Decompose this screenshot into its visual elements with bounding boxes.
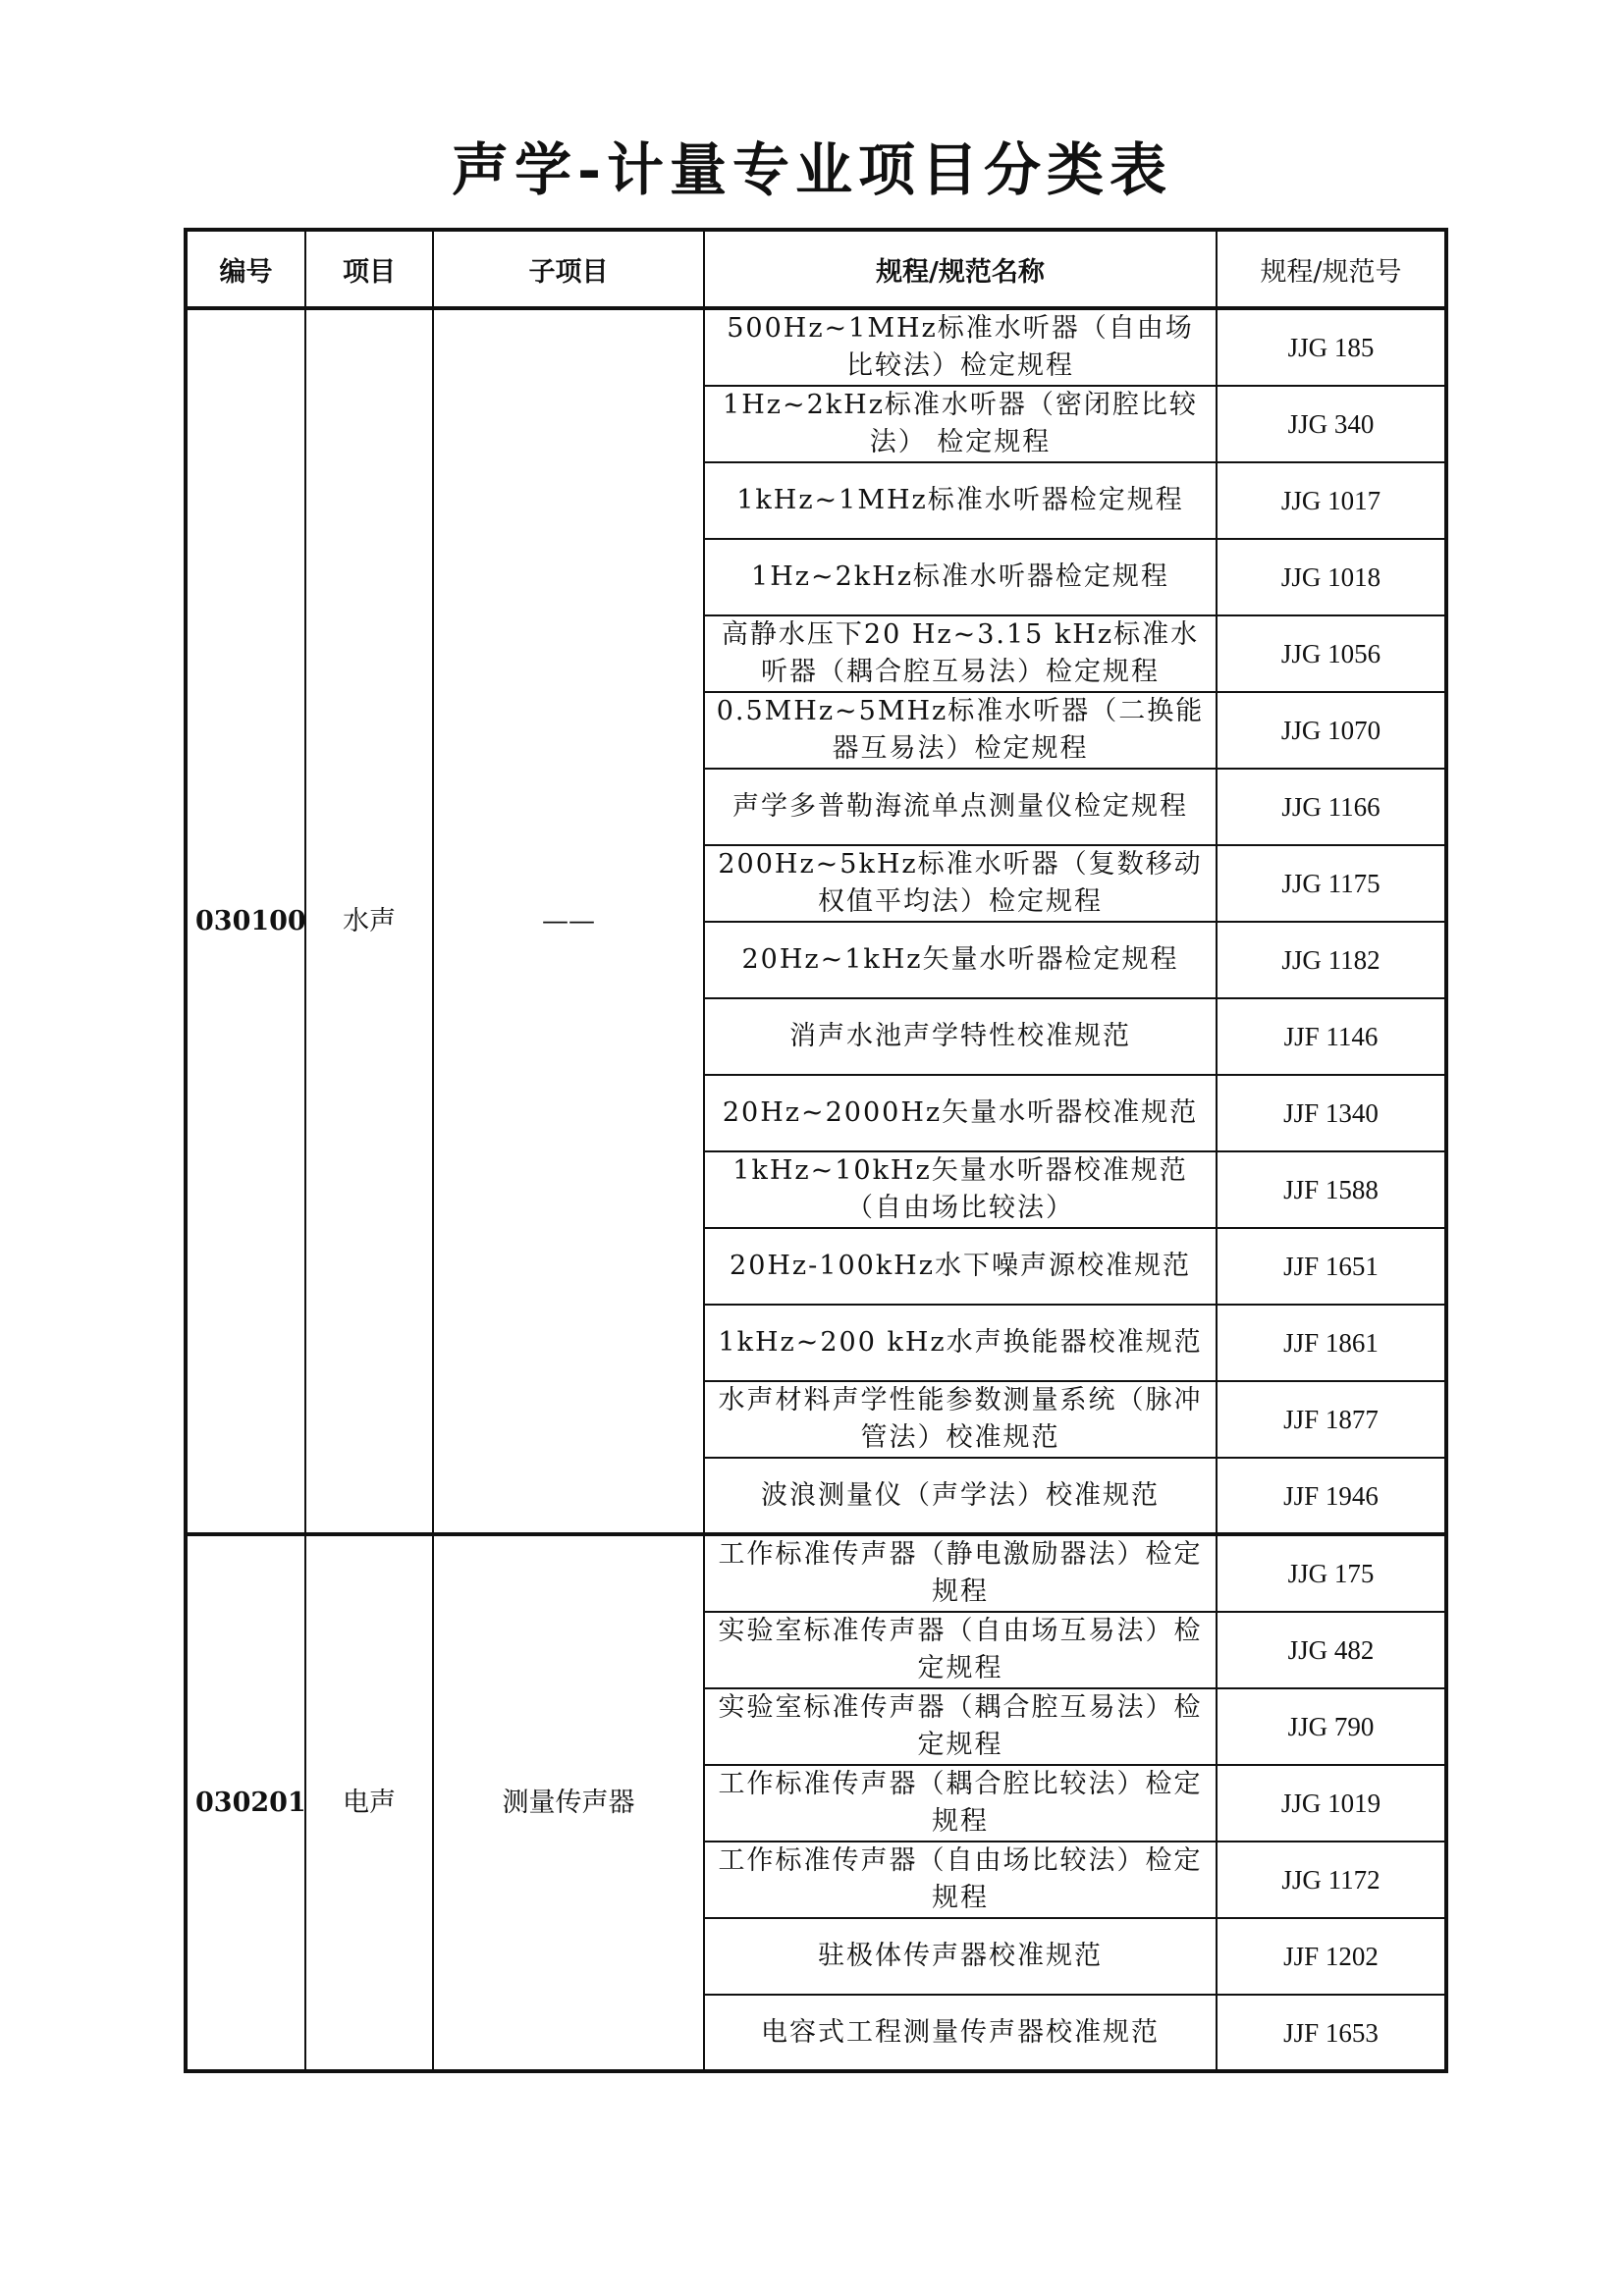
- column-header-item: 项目: [305, 230, 433, 308]
- spec-name-cell: 水声材料声学性能参数测量系统（脉冲管法）校准规范: [704, 1381, 1217, 1458]
- table-row: [186, 308, 1446, 386]
- spec-number-cell: JJF 1946: [1217, 1458, 1446, 1534]
- group-item-cell: 水声: [305, 308, 433, 1534]
- spec-number-cell: JJG 1019: [1217, 1765, 1446, 1842]
- spec-number-cell: JJF 1146: [1217, 998, 1446, 1075]
- spec-name-cell: 1kHz~200 kHz水声换能器校准规范: [704, 1305, 1217, 1381]
- spec-number-cell: JJG 1172: [1217, 1842, 1446, 1918]
- spec-number-cell: JJG 175: [1217, 1534, 1446, 1612]
- spec-name-cell: 1kHz~1MHz标准水听器检定规程: [704, 462, 1217, 539]
- table-header-row: [186, 230, 1446, 308]
- spec-number-cell: JJG 482: [1217, 1612, 1446, 1688]
- spec-name-cell: 20Hz~1kHz矢量水听器检定规程: [704, 922, 1217, 998]
- spec-number-cell: JJF 1340: [1217, 1075, 1446, 1151]
- spec-number-cell: JJF 1651: [1217, 1228, 1446, 1305]
- spec-number-cell: JJG 790: [1217, 1688, 1446, 1765]
- spec-name-cell: 0.5MHz~5MHz标准水听器（二换能器互易法）检定规程: [704, 692, 1217, 769]
- spec-number-cell: JJF 1202: [1217, 1918, 1446, 1995]
- spec-number-cell: JJG 1018: [1217, 539, 1446, 615]
- column-header-subitem: 子项目: [433, 230, 704, 308]
- spec-name-cell: 实验室标准传声器（自由场互易法）检定规程: [704, 1612, 1217, 1688]
- spec-name-cell: 1kHz~10kHz矢量水听器校准规范（自由场比较法）: [704, 1151, 1217, 1228]
- column-header-code: 编号: [186, 230, 305, 308]
- spec-number-cell: JJF 1588: [1217, 1151, 1446, 1228]
- classification-table: [184, 228, 1448, 2073]
- column-header-spec-name: 规程/规范名称: [704, 230, 1217, 308]
- column-header-spec-no: 规程/规范号: [1217, 230, 1446, 308]
- spec-number-cell: JJF 1653: [1217, 1995, 1446, 2071]
- spec-number-cell: JJF 1877: [1217, 1381, 1446, 1458]
- spec-name-cell: 高静水压下20 Hz~3.15 kHz标准水听器（耦合腔互易法）检定规程: [704, 615, 1217, 692]
- spec-number-cell: JJG 1175: [1217, 845, 1446, 922]
- spec-number-cell: JJG 185: [1217, 308, 1446, 386]
- table-body: [186, 308, 1446, 2071]
- spec-name-cell: 20Hz~2000Hz矢量水听器校准规范: [704, 1075, 1217, 1151]
- spec-name-cell: 20Hz-100kHz水下噪声源校准规范: [704, 1228, 1217, 1305]
- spec-number-cell: JJG 1182: [1217, 922, 1446, 998]
- group-subitem-cell: 测量传声器: [433, 1534, 704, 2071]
- spec-name-cell: 实验室标准传声器（耦合腔互易法）检定规程: [704, 1688, 1217, 1765]
- spec-name-cell: 工作标准传声器（自由场比较法）检定规程: [704, 1842, 1217, 1918]
- group-subitem-cell: ——: [433, 308, 704, 1534]
- spec-number-cell: JJF 1861: [1217, 1305, 1446, 1381]
- spec-number-cell: JJG 340: [1217, 386, 1446, 462]
- spec-name-cell: 驻极体传声器校准规范: [704, 1918, 1217, 1995]
- spec-name-cell: 消声水池声学特性校准规范: [704, 998, 1217, 1075]
- group-item-cell: 电声: [305, 1534, 433, 2071]
- spec-number-cell: JJG 1056: [1217, 615, 1446, 692]
- spec-name-cell: 电容式工程测量传声器校准规范: [704, 1995, 1217, 2071]
- table-row: [186, 1534, 1446, 1612]
- page-title: 声学-计量专业项目分类表: [451, 136, 1173, 203]
- group-code-cell: 030201: [186, 1534, 305, 2071]
- spec-number-cell: JJG 1166: [1217, 769, 1446, 845]
- spec-name-cell: 波浪测量仪（声学法）校准规范: [704, 1458, 1217, 1534]
- spec-name-cell: 1Hz~2kHz标准水听器检定规程: [704, 539, 1217, 615]
- spec-name-cell: 1Hz~2kHz标准水听器（密闭腔比较法） 检定规程: [704, 386, 1217, 462]
- spec-name-cell: 500Hz~1MHz标准水听器（自由场比较法）检定规程: [704, 308, 1217, 386]
- spec-name-cell: 工作标准传声器（耦合腔比较法）检定规程: [704, 1765, 1217, 1842]
- spec-number-cell: JJG 1017: [1217, 462, 1446, 539]
- group-code-cell: 030100: [186, 308, 305, 1534]
- spec-name-cell: 工作标准传声器（静电激励器法）检定规程: [704, 1534, 1217, 1612]
- spec-number-cell: JJG 1070: [1217, 692, 1446, 769]
- spec-name-cell: 200Hz~5kHz标准水听器（复数移动权值平均法）检定规程: [704, 845, 1217, 922]
- spec-name-cell: 声学多普勒海流单点测量仪检定规程: [704, 769, 1217, 845]
